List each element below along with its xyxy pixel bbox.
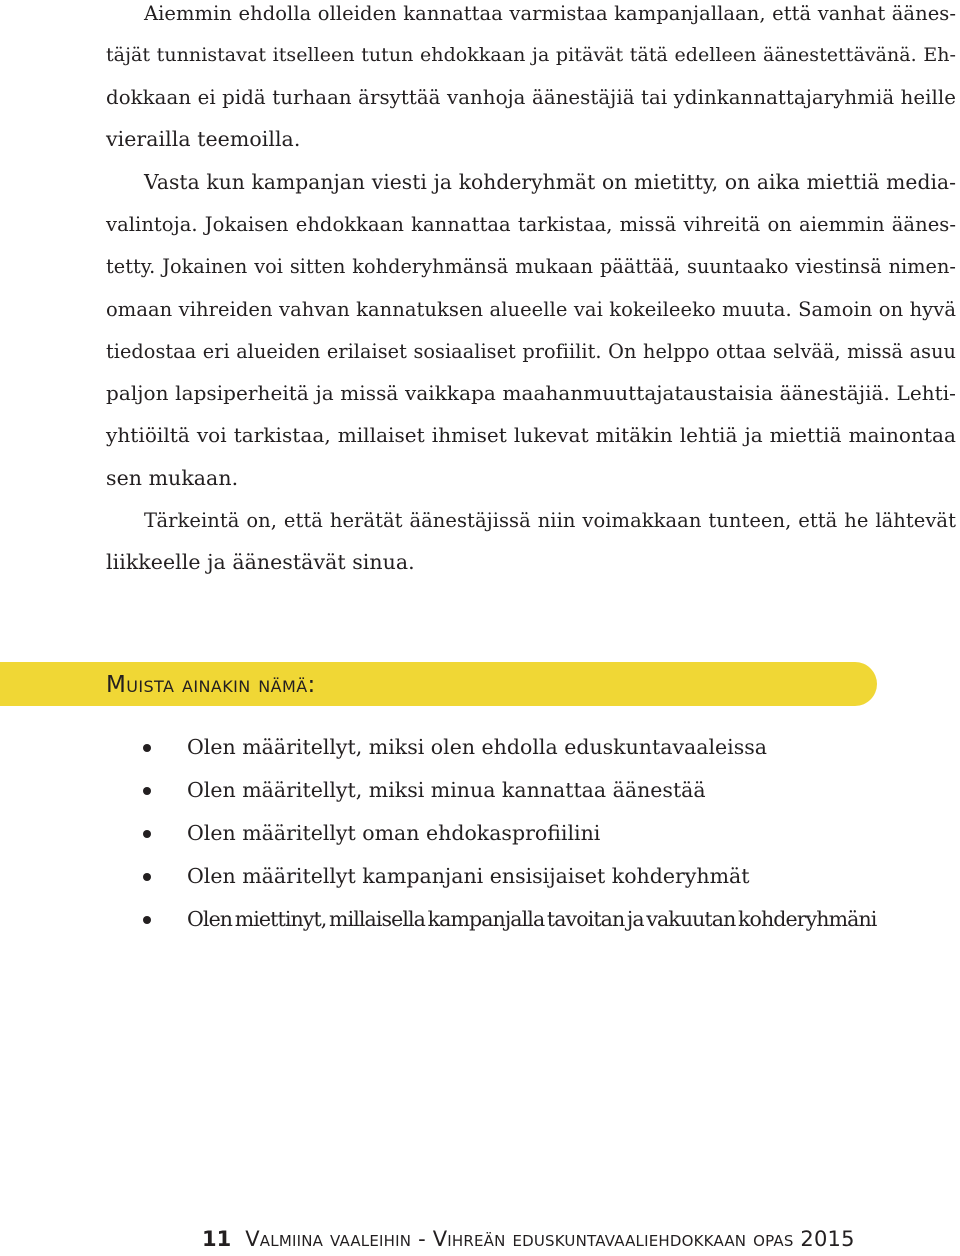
text-line: liikkeelle ja äänestävät sinua. — [106, 550, 415, 574]
text-line: vierailla teemoilla. — [106, 127, 301, 151]
text-line: yhtiöiltä voi tarkistaa, millaiset ihmiset lukevat mitäkin lehtiä ja miettiä mainontaa — [106, 423, 956, 447]
text-line: Tärkeintä on, että herätät äänestäjissä niin voimakkaan tunteen, että he lähtevät — [144, 509, 956, 532]
bullet-icon — [143, 787, 151, 795]
list-item-text: Olen määritellyt, miksi minua kannattaa äänestää — [187, 778, 706, 802]
list-item-text: Olen määritellyt kampanjani ensisijaiset kohderyhmät — [187, 864, 750, 888]
text-line: sen mukaan. — [106, 466, 239, 490]
text-line: omaan vihreiden vahvan kannatuksen alueelle vai kokeileeko muuta. Samoin on hyvä — [106, 298, 956, 321]
list-item-text: Olen miettinyt, millaisella kampanjalla tavoitan ja vakuutan kohderyhmäni — [187, 907, 877, 931]
bullet-icon — [143, 873, 151, 881]
list-item-text: Olen määritellyt, miksi olen ehdolla eduskuntavaaleissa — [187, 735, 767, 759]
bullet-icon — [143, 744, 151, 752]
list-item-text: Olen määritellyt oman ehdokasprofiilini — [187, 821, 601, 845]
text-line: Vasta kun kampanjan viesti ja kohderyhmät on mietitty, on aika miettiä media- — [144, 170, 956, 194]
text-line: tiedostaa eri alueiden erilaiset sosiaaliset profiilit. On helppo ottaa selvää, missä asuu — [106, 340, 956, 363]
text-line: Aiemmin ehdolla olleiden kannattaa varmistaa kampanjallaan, että vanhat äänes- — [144, 2, 956, 25]
bullet-icon — [143, 830, 151, 838]
footer-title: Valmiina vaaleihin - Vihreän eduskuntavaaliehdokkaan opas 2015 — [245, 1227, 855, 1251]
text-line: paljon lapsiperheitä ja missä vaikkapa maahanmuuttajataustaisia äänestäjiä. Lehti- — [106, 381, 956, 405]
page-number: 11 — [202, 1227, 232, 1251]
bullet-icon — [143, 916, 151, 924]
page-footer — [202, 1222, 855, 1256]
text-line: valintoja. Jokaisen ehdokkaan kannattaa tarkistaa, missä vihreitä on aiemmin äänes- — [106, 213, 956, 236]
text-line: täjät tunnistavat itselleen tutun ehdokkaan ja pitävät tätä edelleen äänestettävänä. Eh- — [106, 44, 956, 66]
text-line: tetty. Jokainen voi sitten kohderyhmänsä mukaan päättää, suuntaako viestinsä nimen- — [106, 255, 956, 278]
section-heading: Muista ainakin nämä: — [106, 672, 316, 698]
text-line: dokkaan ei pidä turhaan ärsyttää vanhoja äänestäjiä tai ydinkannattajaryhmiä heille — [106, 86, 956, 109]
